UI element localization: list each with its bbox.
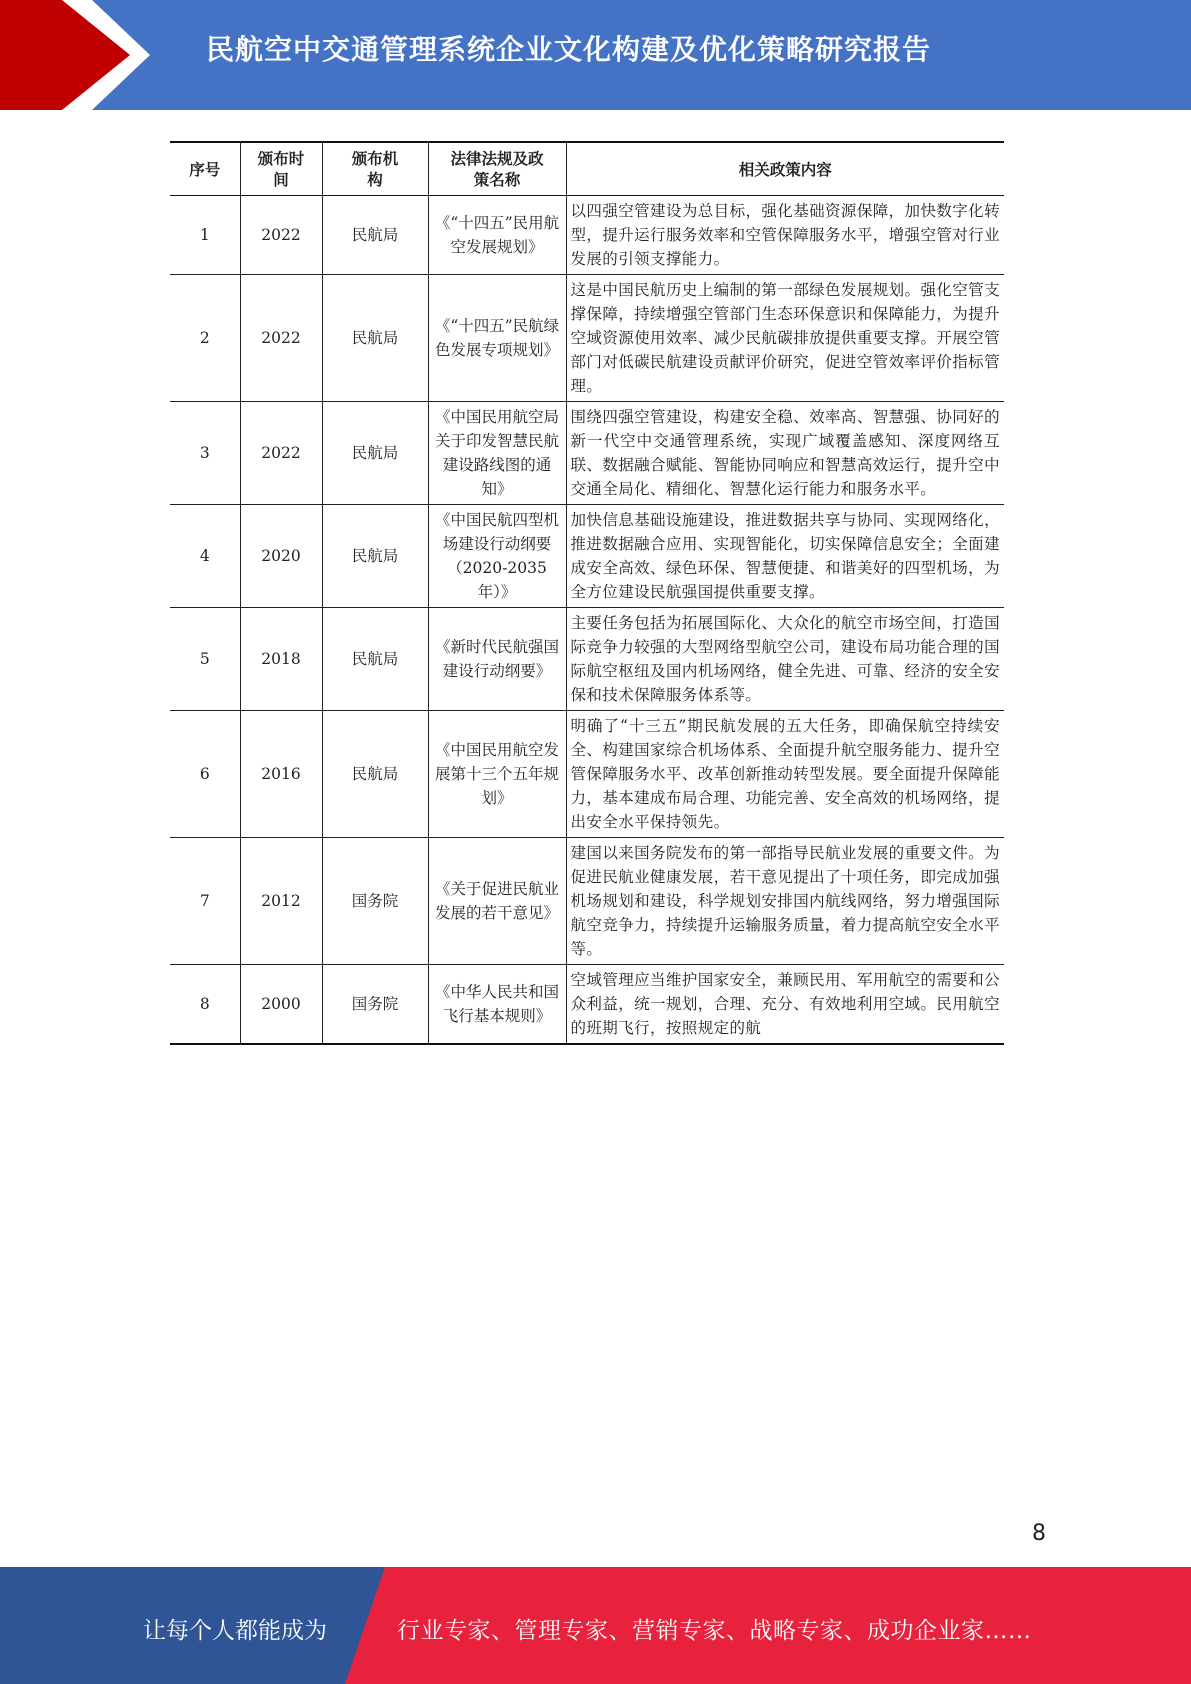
row-agency: 民航局 (322, 196, 428, 275)
table-row (170, 608, 1004, 711)
report-title: 民航空中交通管理系统企业文化构建及优化策略研究报告 (206, 33, 932, 66)
policy-table-container (170, 141, 1004, 1045)
table-row (170, 275, 1004, 402)
table-row (170, 965, 1004, 1045)
row-seq: 7 (170, 838, 240, 965)
row-policy-name: 《中国民用航空局关于印发智慧民航建设路线图的通知》 (428, 402, 566, 505)
row-seq: 6 (170, 711, 240, 838)
row-seq: 3 (170, 402, 240, 505)
row-agency: 民航局 (322, 275, 428, 402)
row-policy-name: 《中国民航四型机场建设行动纲要（2020-2035年）》 (428, 505, 566, 608)
row-policy-name: 《“十四五”民用航空发展规划》 (428, 196, 566, 275)
row-year: 2000 (240, 965, 322, 1045)
row-policy-name: 《新时代民航强国建设行动纲要》 (428, 608, 566, 711)
row-year: 2022 (240, 402, 322, 505)
page-number: 8 (1032, 1521, 1046, 1546)
footer-slogan-left: 让每个人都能成为 (143, 1618, 327, 1644)
row-year: 2022 (240, 196, 322, 275)
row-seq: 5 (170, 608, 240, 711)
row-agency: 国务院 (322, 838, 428, 965)
row-content: 以四强空管建设为总目标，强化基础资源保障，加快数字化转型，提升运行服务效率和空管保障服务水平，增强空管对行业发展的引领支撑能力。 (566, 196, 1004, 275)
page-header (0, 0, 1191, 110)
header-name: 法律法规及政策名称 (428, 142, 566, 196)
row-content: 空域管理应当维护国家安全，兼顾民用、军用航空的需要和公众利益，统一规划，合理、充分、有效地利用空域。民用航空的班期飞行，按照规定的航 (566, 965, 1004, 1045)
row-seq: 4 (170, 505, 240, 608)
header-arrow-icon (0, 0, 150, 110)
header-content: 相关政策内容 (566, 142, 1004, 196)
header-time: 颁布时间 (240, 142, 322, 196)
table-header-row (170, 142, 1004, 196)
row-content: 这是中国民航历史上编制的第一部绿色发展规划。强化空管支撑保障，持续增强空管部门生态环保意识和保障能力，为提升空域资源使用效率、减少民航碳排放提供重要支撑。开展空管部门对低碳民航建设贡献评价研究，促进空管效率评价指标管理。 (566, 275, 1004, 402)
row-content: 围绕四强空管建设，构建安全稳、效率高、智慧强、协同好的新一代空中交通管理系统，实现广域覆盖感知、深度网络互联、数据融合赋能、智能协同响应和智慧高效运行，提升空中交通全局化、精细化、智慧化运行能力和服务水平。 (566, 402, 1004, 505)
row-agency: 国务院 (322, 965, 428, 1045)
row-seq: 2 (170, 275, 240, 402)
row-year: 2016 (240, 711, 322, 838)
table-row (170, 505, 1004, 608)
row-year: 2020 (240, 505, 322, 608)
row-content: 主要任务包括为拓展国际化、大众化的航空市场空间，打造国际竞争力较强的大型网络型航空公司，建设布局功能合理的国际航空枢纽及国内机场网络，健全先进、可靠、经济的安全安保和技术保障服务体系等。 (566, 608, 1004, 711)
header-seq: 序号 (170, 142, 240, 196)
row-policy-name: 《中华人民共和国飞行基本规则》 (428, 965, 566, 1045)
row-agency: 民航局 (322, 711, 428, 838)
footer-slogan-right: 行业专家、管理专家、营销专家、战略专家、成功企业家…… (397, 1618, 1032, 1644)
row-policy-name: 《“十四五”民航绿色发展专项规划》 (428, 275, 566, 402)
row-year: 2018 (240, 608, 322, 711)
row-policy-name: 《中国民用航空发展第十三个五年规划》 (428, 711, 566, 838)
row-year: 2012 (240, 838, 322, 965)
row-agency: 民航局 (322, 505, 428, 608)
row-agency: 民航局 (322, 608, 428, 711)
table-row (170, 402, 1004, 505)
row-year: 2022 (240, 275, 322, 402)
table-row (170, 196, 1004, 275)
row-seq: 1 (170, 196, 240, 275)
table-row (170, 711, 1004, 838)
row-content: 加快信息基础设施建设，推进数据共享与协同、实现网络化，推进数据融合应用、实现智能化，切实保障信息安全；全面建成安全高效、绿色环保、智慧便捷、和谐美好的四型机场，为全方位建设民航强国提供重要支撑。 (566, 505, 1004, 608)
row-content: 明确了“十三五”期民航发展的五大任务，即确保航空持续安全、构建国家综合机场体系、全面提升航空服务能力、提升空管保障服务水平、改革创新推动转型发展。要全面提升保障能力，基本建成布局合理、功能完善、安全高效的机场网络，提出安全水平保持领先。 (566, 711, 1004, 838)
page-footer (0, 1567, 1191, 1684)
header-agency: 颁布机构 (322, 142, 428, 196)
row-seq: 8 (170, 965, 240, 1045)
row-agency: 民航局 (322, 402, 428, 505)
policy-table (170, 141, 1004, 1045)
row-content: 建国以来国务院发布的第一部指导民航业发展的重要文件。为促进民航业健康发展，若干意见提出了十项任务，即完成加强机场规划和建设，科学规划安排国内航线网络，努力增强国际航空竞争力，持续提升运输服务质量，着力提高航空安全水平等。 (566, 838, 1004, 965)
row-policy-name: 《关于促进民航业发展的若干意见》 (428, 838, 566, 965)
table-row (170, 838, 1004, 965)
